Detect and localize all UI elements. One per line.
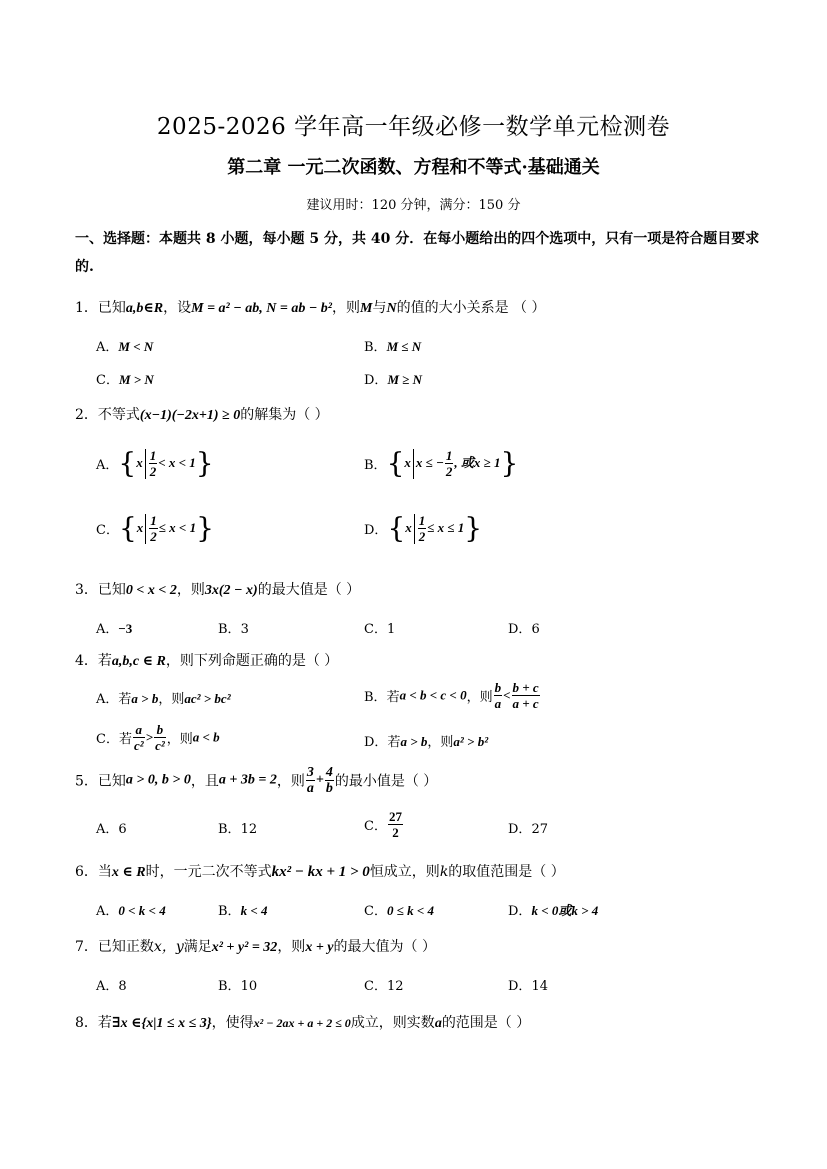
question-6: 6．当x ∈ R时，一元二次不等式kx² − kx + 1 > 0恒成立，则k的取值范围是（ ） — [75, 864, 565, 880]
q5-option-a[interactable]: A．6 — [96, 822, 127, 837]
chapter-subtitle: 第二章 一元二次函数、方程和不等式·基础通关 — [227, 157, 600, 178]
q6-option-a[interactable]: A．0 < k < 4 — [96, 903, 166, 919]
q4-option-b[interactable]: B．若a < b < c < 0，则 $\frac{b}{a}$ < $\frac{b + c}{a + c}$ — [364, 680, 539, 711]
q5-option-d[interactable]: D．27 — [508, 822, 548, 837]
q5-option-c[interactable]: C． $\frac{27}{2}$ — [364, 809, 402, 840]
q6-option-c[interactable]: C．0 ≤ k < 4 — [364, 903, 434, 919]
q7-option-d[interactable]: D．14 — [508, 979, 548, 994]
q2-option-d[interactable]: D．{x $\frac{1}{2}$ ≤ x ≤ 1} — [364, 511, 483, 545]
q7-option-c[interactable]: C．12 — [364, 979, 404, 994]
q1-option-b[interactable]: B．M ≤ N — [364, 339, 422, 355]
q3-option-a[interactable]: A．−3 — [96, 621, 133, 637]
q4-option-a[interactable]: A．若a > b，则ac² > bc² — [96, 691, 231, 707]
question-2: 2．不等式(x−1)(−2x+1) ≥ 0的解集为（ ） — [75, 407, 329, 423]
q1-option-c[interactable]: C．M > N — [96, 372, 154, 388]
exam-title: 2025-2026 学年高一年级必修一数学单元检测卷 — [156, 114, 671, 140]
q6-option-d[interactable]: D．k < 0或k > 4 — [508, 903, 599, 919]
q3-option-d[interactable]: D．6 — [508, 622, 540, 637]
question-number: 1． — [75, 300, 98, 316]
exam-meta: 建议用时：120 分钟，满分：150 分 — [306, 198, 521, 213]
question-3: 3．已知0 < x < 2，则3x(2 − x)的最大值是（ ） — [75, 582, 361, 598]
q1-option-a[interactable]: A．M < N — [96, 339, 154, 355]
question-5: 5．已知a > 0, b > 0，且a + 3b = 2，则 $\frac{3}{a}$ + $\frac{4}{b}$ 的最小值是（ ） — [75, 765, 438, 796]
q6-option-b[interactable]: B．k < 4 — [218, 903, 268, 919]
question-7: 7．已知正数x，y满足x² + y² = 32，则x + y的最大值为（ ） — [75, 939, 436, 955]
q4-option-c[interactable]: C．若 $\frac{a}{\text{c²}}$ > $\frac{b}{\text{c²}}$ ，则a < b — [96, 722, 220, 753]
question-8: 8．若∃x ∈{x|1 ≤ x ≤ 3}，使得x² − 2ax + a + 2 ≤ 0成立，则实数a的范围是（ ） — [75, 1015, 531, 1031]
q2-option-c[interactable]: C．{x $\frac{1}{2}$ ≤ x < 1} — [96, 511, 214, 545]
q3-option-b[interactable]: B．3 — [218, 622, 249, 637]
q2-option-a[interactable]: A．{x $\frac{1}{2}$ < x < 1} — [96, 446, 214, 480]
question-1: 1．已知a,b∈R，设M = a² − ab, N = ab − b²，则M与N的值的大小关系是 （ ） — [75, 300, 546, 316]
q7-option-a[interactable]: A．8 — [96, 979, 127, 994]
q4-option-d[interactable]: D．若a > b，则a² > b² — [364, 734, 489, 750]
q5-option-b[interactable]: B．12 — [218, 822, 258, 837]
q1-option-d[interactable]: D．M ≥ N — [364, 372, 423, 388]
section-heading: 一、选择题：本题共 8 小题，每小题 5 分，共 40 分．在每小题给出的四个选项中，只有一项是符合题目要求的. — [75, 231, 760, 275]
question-4: 4．若a,b,c ∈ R，则下列命题正确的是（ ） — [75, 653, 339, 669]
q2-option-b[interactable]: B．{x x ≤ − $\frac{1}{2}$ , 或x ≥ 1} — [364, 446, 519, 480]
q7-option-b[interactable]: B．10 — [218, 979, 258, 994]
q3-option-c[interactable]: C．1 — [364, 622, 396, 637]
